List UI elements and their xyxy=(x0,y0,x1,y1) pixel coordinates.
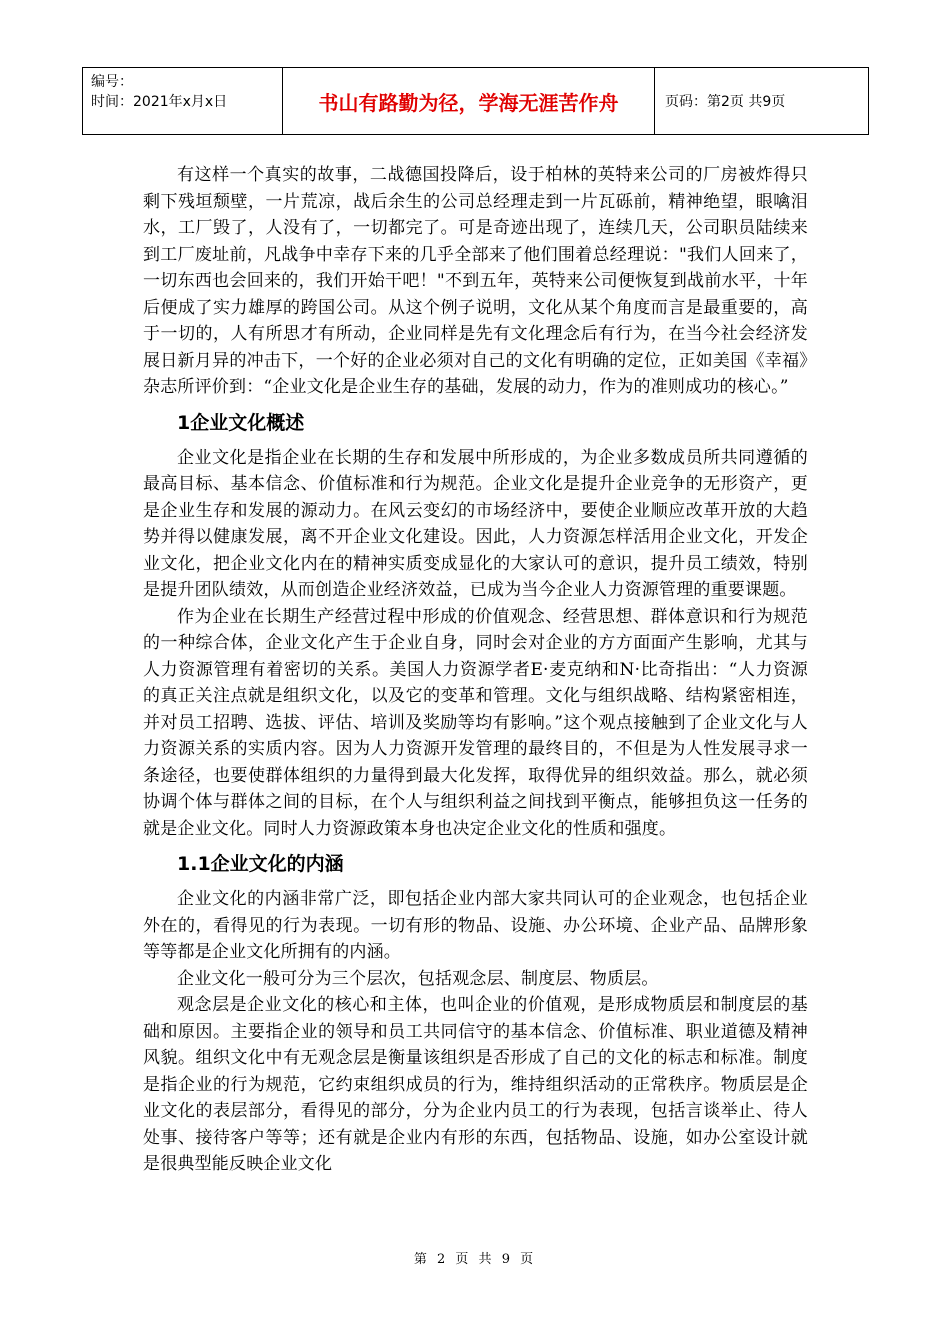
header-number: 编号： xyxy=(91,74,133,90)
header-meta xyxy=(83,68,283,134)
intro-paragraph: 有这样一个真实的故事，二战德国投降后，设于柏林的英特来公司的厂房被炸得只剩下残垣颓壁，一片荒凉，战后余生的公司总经理走到一片瓦砾前，精神绝望，眼噙泪水，工厂毁了，人没有了，一切都完了。可是奇迹出现了，连续几天，公司职员陆续来到工厂废址前，凡战争中幸存下来的几乎全部来了他们围着总经理说："我们人回来了，一切东西也会回来的，我们开始干吧！"不到五年，英特来公司便恢复到战前水平，十年后便成了实力雄厚的跨国公司。从这个例子说明，文化从某个角度而言是最重要的，高于一切的，人有所思才有所动，企业同样是先有文化理念后有行为，在当今社会经济发展日新月异的冲击下，一个好的企业必须对自己的文化有明确的定位，正如美国《幸福》杂志所评价到：“企业文化是企业生存的基础，发展的动力，作为的准则成功的核心。” xyxy=(143,165,808,397)
page-footer: 第 2 页 共 9 页 xyxy=(413,1252,537,1267)
section-1-1-paragraph-3: 观念层是企业文化的核心和主体，也叫企业的价值观，是形成物质层和制度层的基础和原因。主要指企业的领导和员工共同信守的基本信念、价值标准、职业道德及精神风貌。组织文化中有无观念层是衡量该组织是否形成了自己的文化的标志和标准。制度是指企业的行为规范，它约束组织成员的行为，维持组织活动的正常秩序。物质层是企业文化的表层部分，看得见的部分，分为企业内员工的行为表现，包括言谈举止、待人处事、接待客户等等；还有就是企业内有形的东西，包括物品、设施，如办公室设计就是很典型能反映企业文化 xyxy=(143,995,808,1174)
section-1-paragraph-2: 作为企业在长期生产经营过程中形成的价值观念、经营思想、群体意识和行为规范的一种综合体，企业文化产生于企业自身，同时会对企业的方方面面产生影响，尤其与人力资源管理有着密切的关系。美国人力资源学者E·麦克纳和N·比奇指出：“人力资源的真正关注点就是组织文化，以及它的变革和管理。文化与组织战略、结构紧密相连，并对员工招聘、选拔、评估、培训及奖励等均有影响。”这个观点接触到了企业文化与人力资源关系的实质内容。因为人力资源开发管理的最终目的，不但是为人性发展寻求一条途径，也要使群体组织的力量得到最大化发挥，取得优异的组织效益。那么，就必须协调个体与群体之间的目标，在个人与组织利益之间找到平衡点，能够担负这一任务的就是企业文化。同时人力资源政策本身也决定企业文化的性质和强度。 xyxy=(143,606,808,839)
header-page-number: 页码：第2页 共9页 xyxy=(665,94,786,110)
section-1-paragraph-1: 企业文化是指企业在长期的生存和发展中所形成的，为企业多数成员所共同遵循的最高目标、基本信念、价值标准和行为规范。企业文化是提升企业竞争的无形资产，更是企业生存和发展的源动力。在风云变幻的市场经济中，要使企业顺应改革开放的大趋势并得以健康发展，离不开企业文化建设。因此，人力资源怎样活用企业文化，开发企业文化，把企业文化内在的精神实质变成显化的大家认可的意识，提升员工绩效，特别是提升团队绩效，从而创造企业经济效益，已成为当今企业人力资源管理的重要课题。 xyxy=(143,447,808,600)
section-heading-1: 1企业文化概述 xyxy=(177,411,305,434)
section-1-1-paragraph-1: 企业文化的内涵非常广泛，即包括企业内部大家共同认可的企业观念，也包括企业外在的，看得见的行为表现。一切有形的物品、设施、办公环境、企业产品、品牌形象等等都是企业文化所拥有的内涵。 xyxy=(143,889,808,962)
section-heading-1-1: 1.1企业文化的内涵 xyxy=(177,853,344,875)
header-motto: 书山有路勤为径，学海无涯苦作舟 xyxy=(283,68,655,134)
section-1-1-paragraph-2: 企业文化一般可分为三个层次，包括观念层、制度层、物质层。 xyxy=(177,968,659,989)
header-time: 时间：2021年x月x日 xyxy=(91,94,228,110)
page-header xyxy=(82,67,869,135)
document-body xyxy=(143,162,808,1178)
